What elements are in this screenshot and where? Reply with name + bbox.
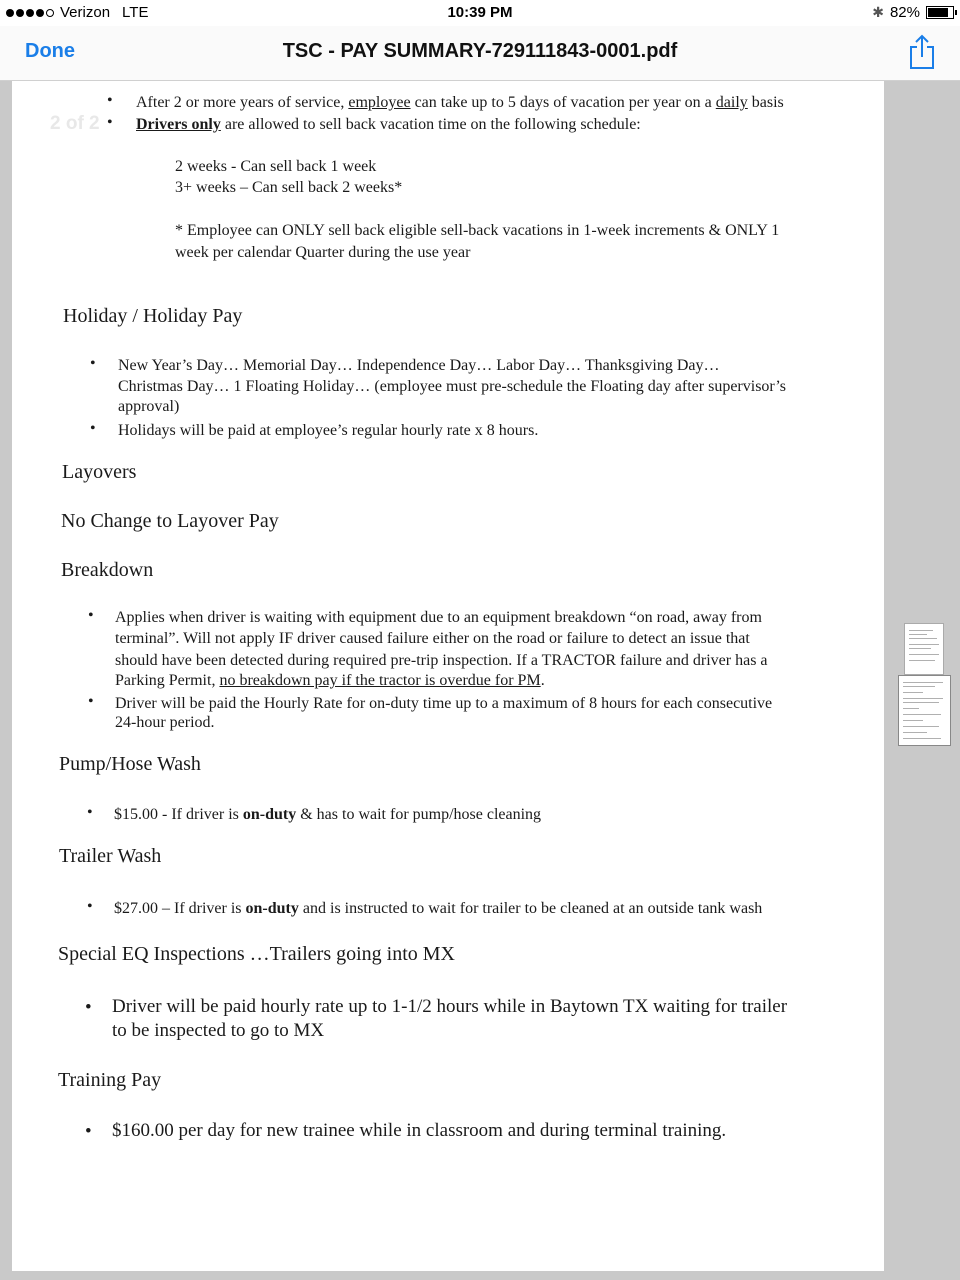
vacation-note-line-2: week per calendar Quarter during the use year	[175, 244, 471, 261]
battery-icon	[926, 6, 954, 19]
text: Parking Permit,	[115, 672, 220, 689]
breakdown-line-3: should have been detected during required pre-trip inspection. If a TRACTOR failure and driver has a	[115, 652, 768, 669]
text: are allowed to sell back vacation time on the following schedule:	[220, 116, 641, 133]
breakdown-line-4	[115, 670, 545, 691]
schedule-line-2: 3+ weeks – Can sell back 2 weeks*	[175, 179, 403, 196]
breakdown-hourly-line-2: 24-hour period.	[115, 714, 215, 731]
text: can take up to 5 days of vacation per year on a	[410, 94, 716, 111]
text-underlined: no breakdown pay if the tractor is overdue for PM	[219, 672, 541, 689]
pump-hose-line	[114, 804, 541, 825]
bullet-icon: •	[90, 355, 96, 372]
special-eq-heading: Special EQ Inspections …Trailers going into MX	[58, 943, 456, 965]
done-button[interactable]: Done	[25, 40, 75, 62]
text-underlined: employee	[348, 94, 411, 111]
network-label: LTE	[122, 4, 149, 21]
page-thumbnail-1[interactable]	[904, 623, 944, 675]
text: & has to wait for pump/hose cleaning	[296, 806, 542, 823]
text: basis	[747, 94, 784, 111]
text: $27.00 – If driver is	[114, 900, 246, 917]
bullet-icon: •	[87, 898, 93, 915]
bluetooth-icon: ✱	[872, 4, 884, 20]
bullet-icon: •	[85, 997, 92, 1018]
text-bold: on-duty	[242, 806, 297, 823]
training-pay-line: $160.00 per day for new trainee while in classroom and during terminal training.	[112, 1120, 727, 1141]
holiday-list-line-1: New Year’s Day… Memorial Day… Independence Day… Labor Day… Thanksgiving Day…	[118, 357, 720, 374]
text: After 2 or more years of service,	[136, 94, 349, 111]
status-right	[872, 4, 954, 21]
battery-fill	[928, 8, 948, 17]
holiday-list-line-3: approval)	[118, 398, 180, 415]
document-title: TSC - PAY SUMMARY-729111843-0001.pdf	[282, 40, 678, 62]
special-eq-line-1: Driver will be paid hourly rate up to 1-1/2 hours while in Baytown TX waiting for trailer	[112, 996, 788, 1017]
holiday-list-line-2: Christmas Day… 1 Floating Holiday… (employee must pre-schedule the Floating day after supervisor’s	[118, 378, 787, 395]
text-bold: Drivers only	[136, 116, 221, 133]
layovers-heading: Layovers	[62, 461, 137, 483]
text: .	[540, 672, 545, 689]
bullet-icon: •	[85, 1121, 92, 1142]
bullet-icon: •	[107, 92, 113, 109]
status-time: 10:39 PM	[447, 4, 513, 21]
page-thumbnail-2-current[interactable]	[898, 675, 951, 746]
breakdown-line-2: terminal”. Will not apply IF driver caused failure either on the road or failure to detect an issue that	[115, 630, 750, 647]
special-eq-line-2: to be inspected to go to MX	[112, 1020, 325, 1041]
breakdown-hourly-line-1: Driver will be paid the Hourly Rate for on-duty time up to a maximum of 8 hours for each consecutive	[115, 695, 773, 712]
text: $15.00 - If driver is	[114, 806, 243, 823]
schedule-line-1: 2 weeks - Can sell back 1 week	[175, 158, 377, 175]
pdf-page[interactable]	[12, 81, 884, 1271]
holiday-heading: Holiday / Holiday Pay	[63, 305, 243, 327]
bullet-icon: •	[88, 693, 94, 710]
breakdown-heading: Breakdown	[61, 559, 154, 581]
holiday-rate: Holidays will be paid at employee’s regular hourly rate x 8 hours.	[118, 422, 539, 439]
text: and is instructed to wait for trailer to be cleaned at an outside tank wash	[298, 900, 763, 917]
vacation-bullet-2	[136, 114, 641, 135]
bullet-icon: •	[88, 607, 94, 624]
layover-pay-line: No Change to Layover Pay	[61, 510, 279, 532]
training-pay-heading: Training Pay	[58, 1069, 162, 1091]
bullet-icon: •	[87, 804, 93, 821]
vacation-bullet-1	[136, 92, 784, 113]
vacation-note-line-1: * Employee can ONLY sell back eligible sell-back vacations in 1-week increments & ONLY 1	[175, 222, 780, 239]
pump-hose-heading: Pump/Hose Wash	[59, 753, 201, 775]
battery-percent: 82%	[889, 4, 920, 21]
page-indicator: 2 of 2	[50, 113, 100, 134]
trailer-wash-line	[114, 898, 762, 919]
bullet-icon: •	[90, 420, 96, 437]
share-icon[interactable]	[908, 34, 936, 70]
bullet-icon: •	[107, 114, 113, 131]
text-bold: on-duty	[245, 900, 299, 917]
text-underlined: daily	[715, 94, 748, 111]
nav-bar	[0, 26, 960, 81]
breakdown-line-1: Applies when driver is waiting with equipment due to an equipment breakdown “on road, away from	[115, 609, 762, 626]
status-bar	[0, 0, 960, 26]
trailer-wash-heading: Trailer Wash	[59, 845, 162, 867]
carrier-label: Verizon	[60, 4, 111, 21]
